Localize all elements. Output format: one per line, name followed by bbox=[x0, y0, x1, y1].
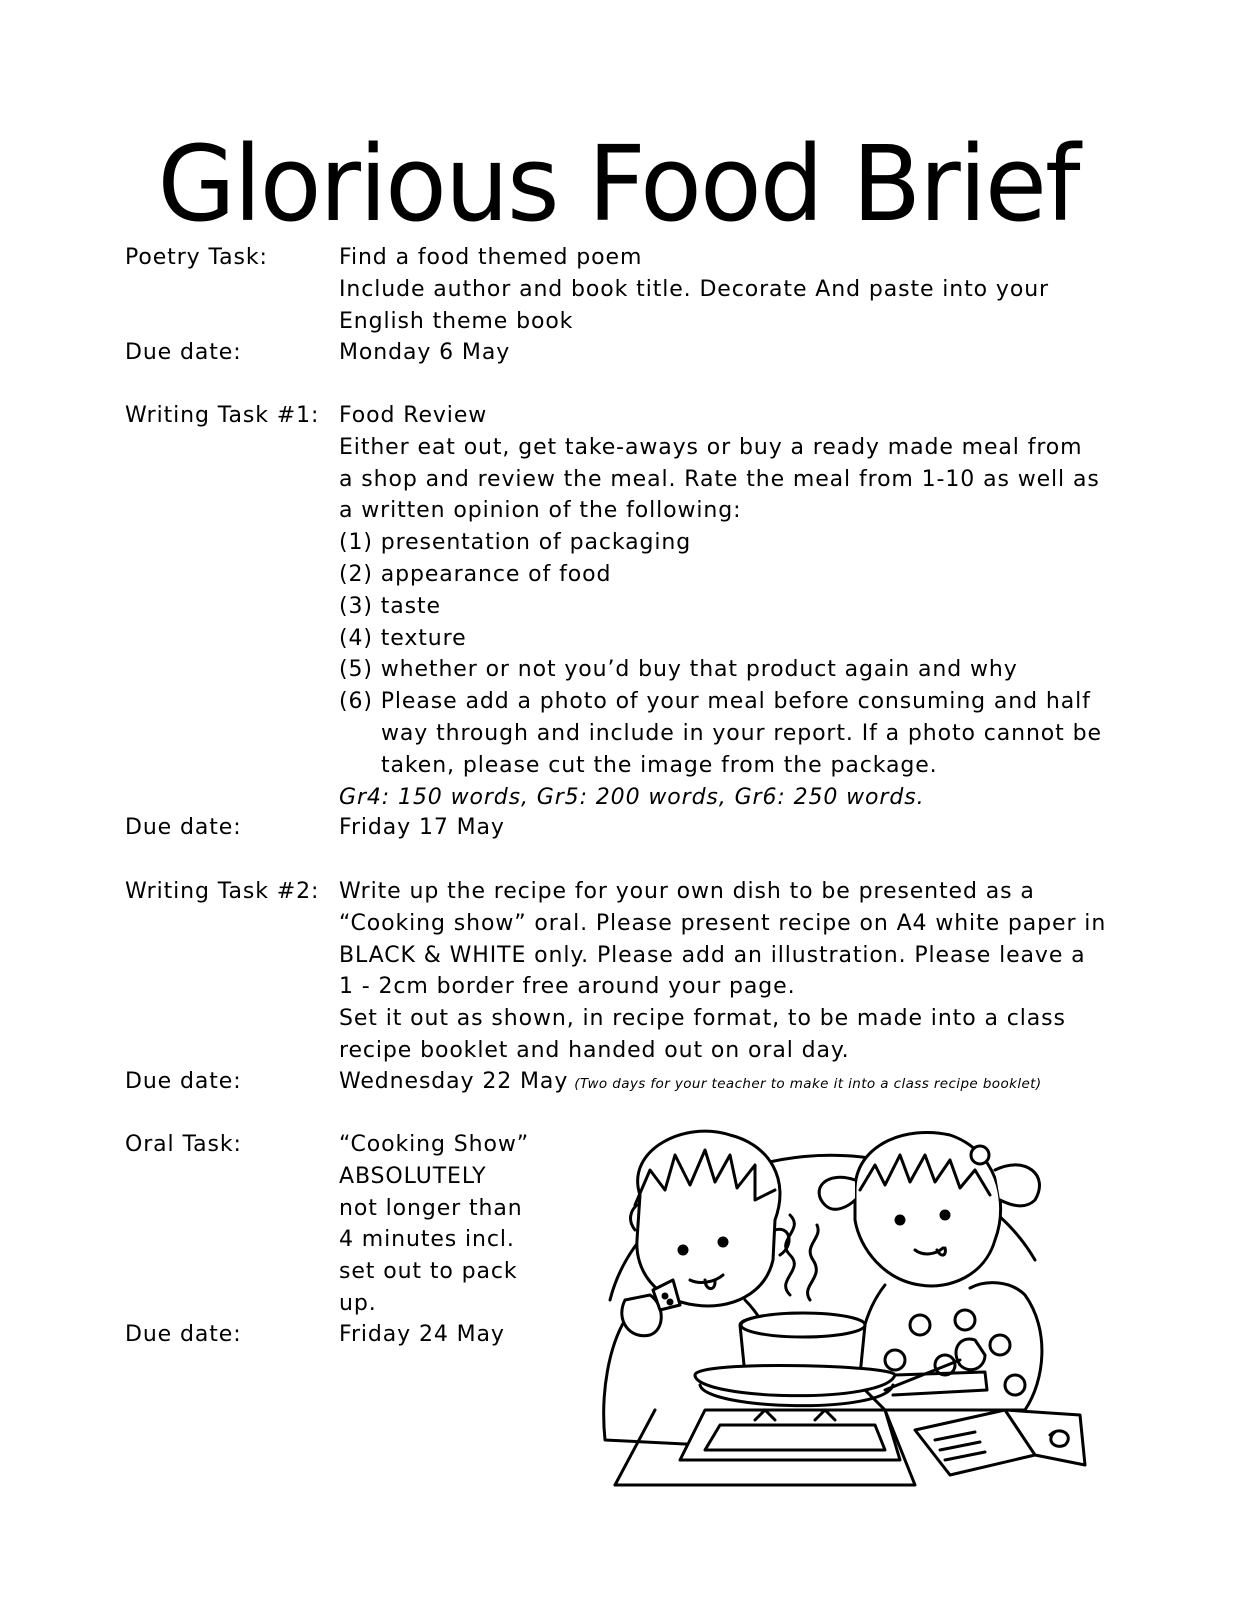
poetry-task-description bbox=[339, 242, 1119, 337]
children-cooking-illustration bbox=[555, 1110, 1115, 1495]
oral-task-line: 4 minutes incl. bbox=[339, 1227, 515, 1253]
oral-task-line: up. bbox=[339, 1290, 377, 1316]
writing-task-1-label: Writing Task #1: bbox=[125, 403, 320, 428]
writing-task-2-line: Write up the recipe for your own dish to be presented as a bbox=[339, 879, 1035, 904]
oral-due-label: Due date: bbox=[125, 1322, 242, 1347]
writing-task-2-label: Writing Task #2: bbox=[125, 879, 320, 904]
writing-task-1-line: a shop and review the meal. Rate the meal from 1-10 as well as bbox=[339, 466, 1100, 492]
booklet-note: (Two days for your teacher to make it into a class recipe booklet) bbox=[574, 1076, 1042, 1092]
review-criteria-item: (2) appearance of food bbox=[339, 561, 612, 587]
writing-task-2-line: “Cooking show” oral. Please present recipe on A4 white paper in bbox=[339, 910, 1107, 936]
recipe-book bbox=[915, 1410, 1085, 1475]
writing-task-1-due-date: Friday 17 May bbox=[339, 815, 505, 840]
stove bbox=[615, 1410, 915, 1485]
boy-figure bbox=[604, 1131, 789, 1445]
review-criteria-item: (4) texture bbox=[339, 625, 467, 651]
oral-due-date: Friday 24 May bbox=[339, 1322, 505, 1347]
oral-task-label: Oral Task: bbox=[125, 1132, 242, 1157]
writing-task-2-due-date: Wednesday 22 May bbox=[339, 1069, 569, 1094]
steam bbox=[786, 1215, 795, 1295]
poetry-line: Include author and book title. Decorate And paste into your bbox=[339, 276, 1049, 302]
cooking-pot bbox=[695, 1313, 987, 1406]
review-criteria-item: (3) taste bbox=[339, 593, 441, 619]
poetry-line: Find a food themed poem bbox=[339, 245, 643, 270]
writing-task-1-heading: Food Review bbox=[339, 403, 488, 428]
poetry-task-label: Poetry Task: bbox=[125, 245, 268, 270]
review-criteria-item: (1) presentation of packaging bbox=[339, 530, 692, 556]
poetry-due-label: Due date: bbox=[125, 340, 242, 365]
oral-task-line: “Cooking Show” bbox=[339, 1132, 530, 1157]
poetry-line: English theme book bbox=[339, 308, 574, 334]
writing-task-1-line: a written opinion of the following: bbox=[339, 498, 742, 524]
poetry-due-date: Monday 6 May bbox=[339, 340, 511, 365]
writing-task-2-line: BLACK & WHITE only. Please add an illustration. Please leave a bbox=[339, 942, 1086, 968]
writing-task-2-line: Set it out as shown, in recipe format, to be made into a class bbox=[339, 1006, 1066, 1032]
oral-task-line: ABSOLUTELY bbox=[339, 1163, 487, 1189]
review-criteria-item: (5) whether or not you’d buy that product again and why bbox=[339, 657, 1018, 683]
word-count-requirement: Gr4: 150 words, Gr5: 200 words, Gr6: 250 words. bbox=[339, 784, 925, 810]
oral-task-line: not longer than bbox=[339, 1195, 523, 1221]
writing-task-2-line: 1 - 2cm border free around your page. bbox=[339, 974, 796, 1000]
page-title: Glorious Food Brief bbox=[157, 122, 1079, 245]
oral-task-line: set out to pack bbox=[339, 1259, 518, 1285]
writing-task-2-line: recipe booklet and handed out on oral day. bbox=[339, 1037, 850, 1063]
writing-task-2-due-row bbox=[339, 1066, 1219, 1101]
writing-task-1-description bbox=[339, 400, 1119, 813]
review-criteria-item: (6) Please add a photo of your meal before consuming and half way through and include in your report. If a photo cannot be taken, please cut the image from the package. bbox=[339, 689, 1102, 778]
writing-task-1-due-label: Due date: bbox=[125, 815, 242, 840]
writing-task-1-line: Either eat out, get take-aways or buy a ready made meal from bbox=[339, 434, 1083, 460]
writing-task-2-due-label: Due date: bbox=[125, 1069, 242, 1094]
oral-task-description bbox=[339, 1129, 539, 1320]
writing-task-2-description bbox=[339, 876, 1119, 1067]
